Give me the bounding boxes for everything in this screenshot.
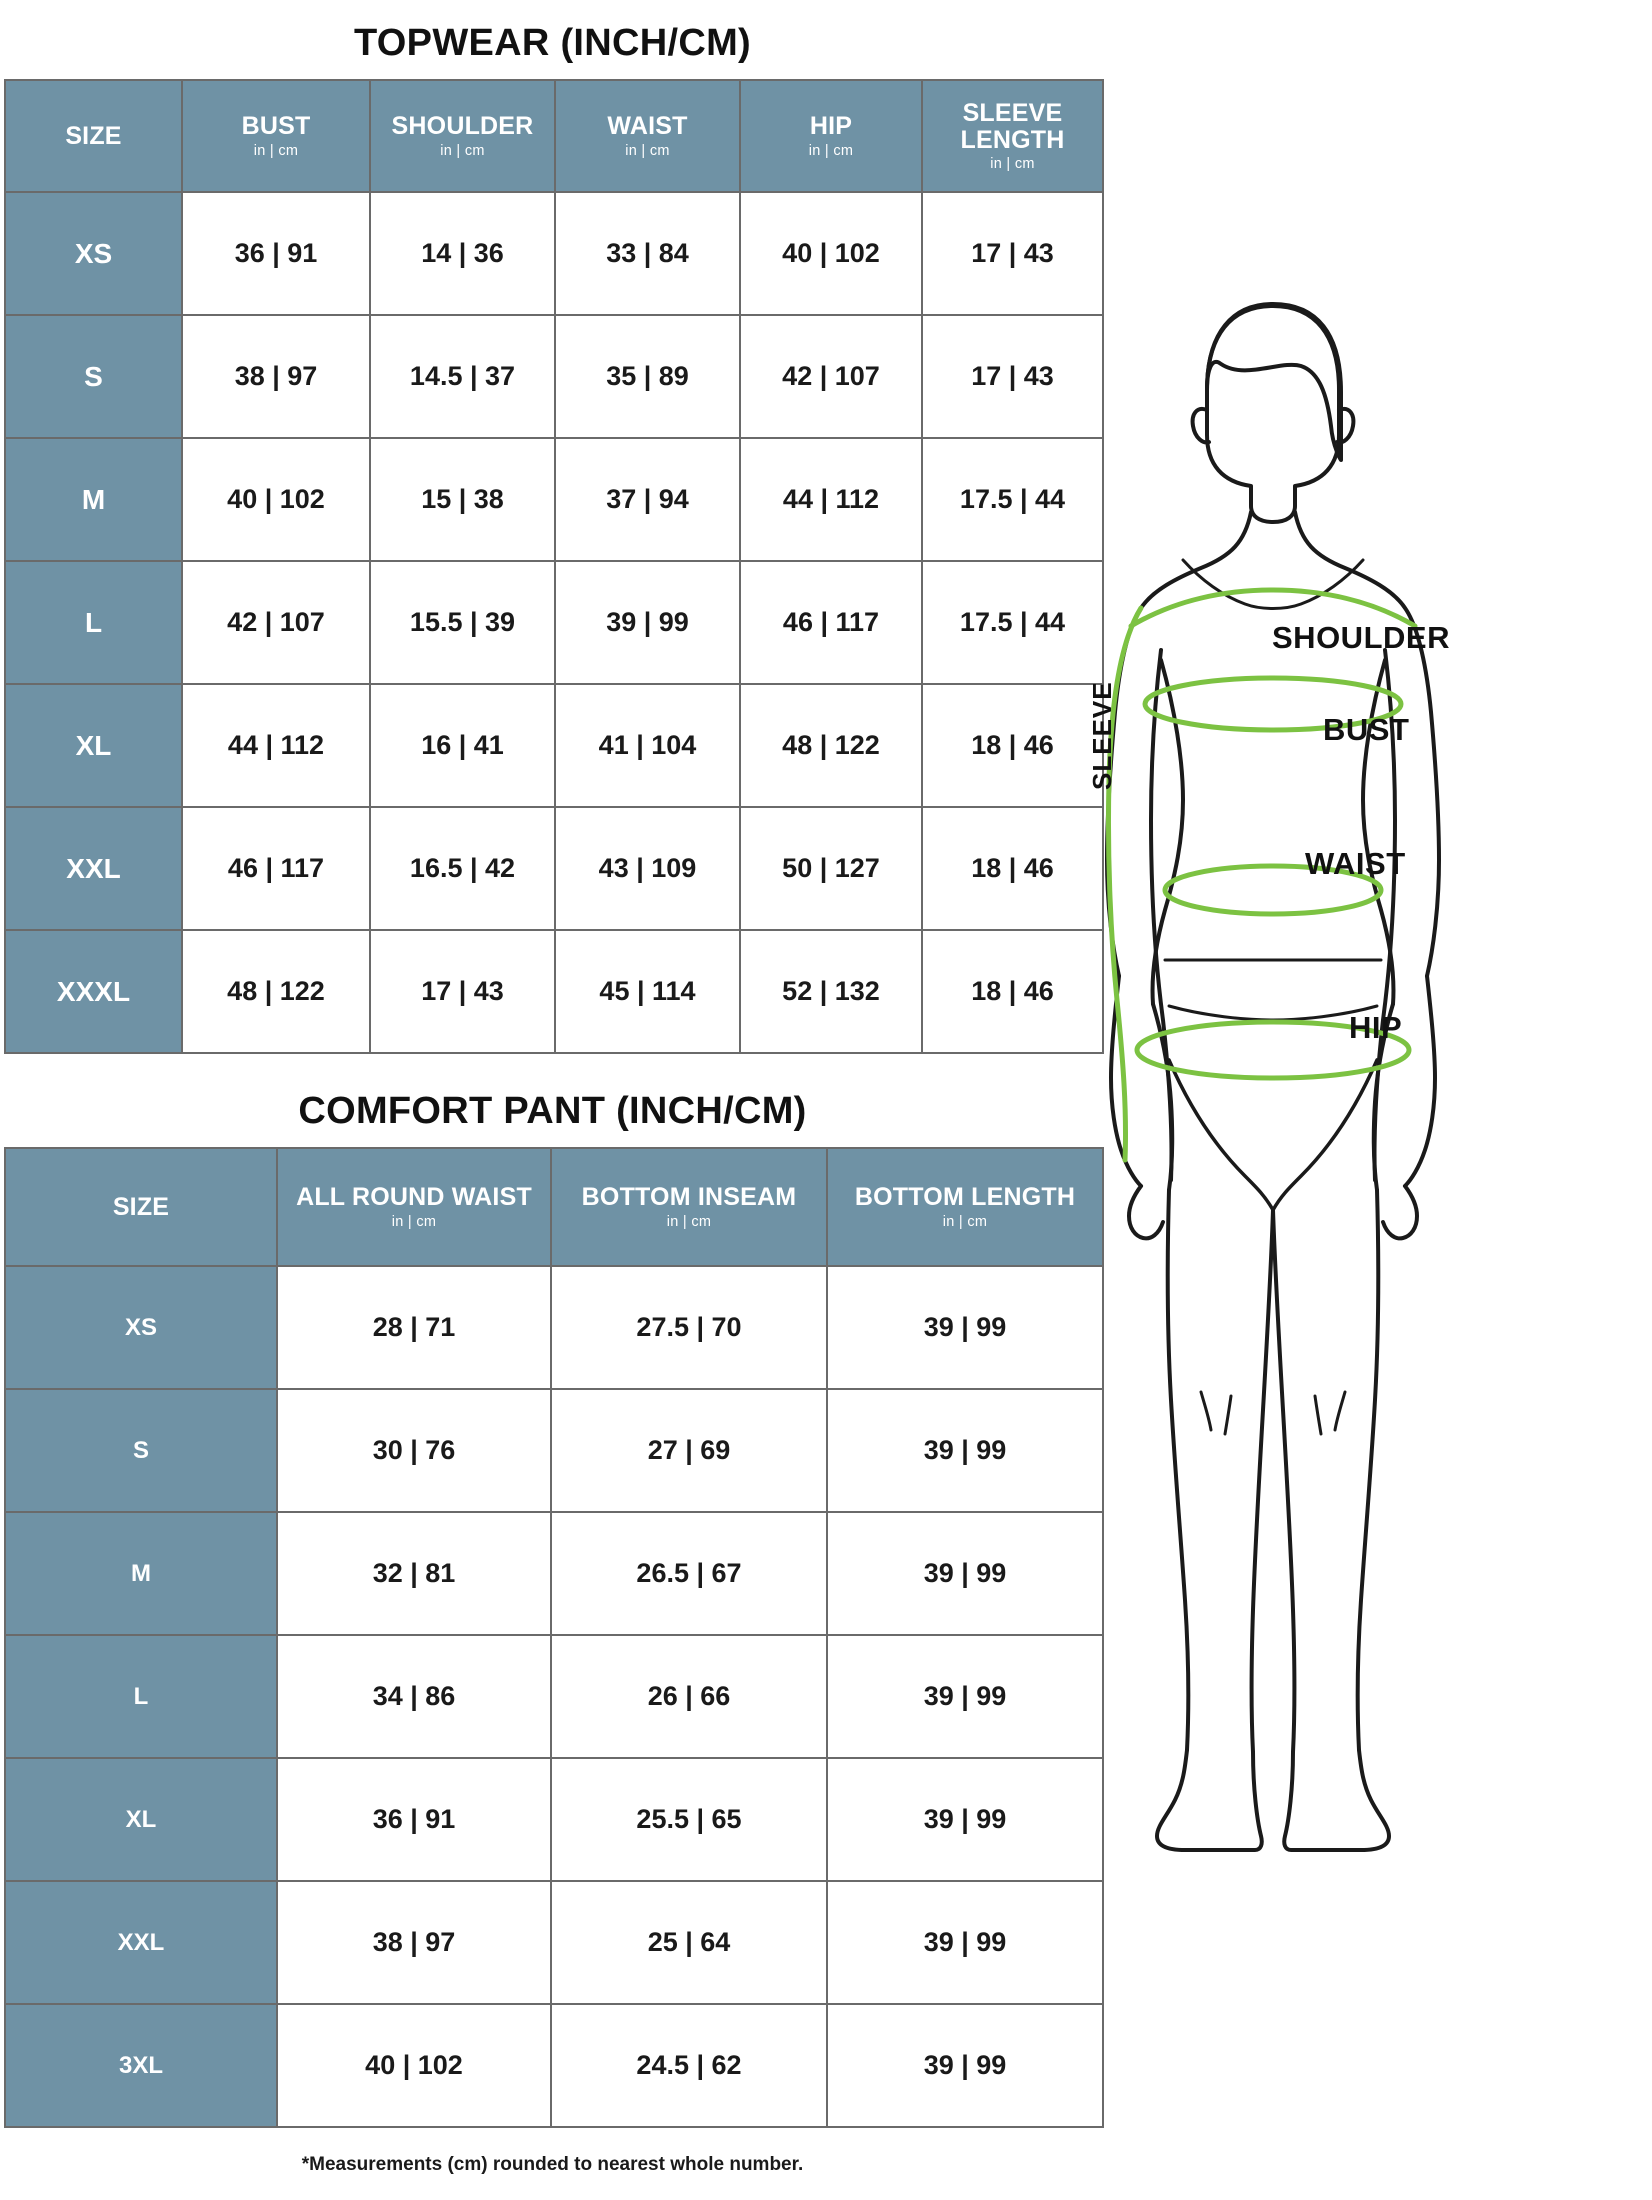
pant-header-all-round-waist: ALL ROUND WAIST in | cm (277, 1148, 551, 1266)
table-row (5, 1881, 1103, 2004)
pant-cell: 27 | 69 (551, 1389, 827, 1512)
table-row (5, 1635, 1103, 1758)
table-row (5, 438, 1103, 561)
topwear-cell: 14 | 36 (370, 192, 555, 315)
pant-cell: 39 | 99 (827, 1389, 1103, 1512)
pant-cell: 39 | 99 (827, 2004, 1103, 2127)
pant-cell: 39 | 99 (827, 1758, 1103, 1881)
body-figure (1087, 260, 1652, 1980)
table-row (5, 684, 1103, 807)
pant-header-row (5, 1148, 1103, 1266)
figure-label-hip: HIP (1349, 1010, 1403, 1045)
table-row (5, 1512, 1103, 1635)
table-row (5, 1758, 1103, 1881)
pant-cell: 39 | 99 (827, 1266, 1103, 1389)
topwear-cell: 46 | 117 (182, 807, 370, 930)
topwear-header-row (5, 80, 1103, 192)
topwear-cell: 38 | 97 (182, 315, 370, 438)
topwear-cell: 44 | 112 (740, 438, 922, 561)
pant-size-m: M (5, 1512, 277, 1635)
pant-size-3xl: 3XL (5, 2004, 277, 2127)
topwear-cell: 43 | 109 (555, 807, 740, 930)
topwear-cell: 17.5 | 44 (922, 438, 1103, 561)
topwear-cell: 42 | 107 (740, 315, 922, 438)
topwear-header-sleeve-length: SLEEVE LENGTH in | cm (922, 80, 1103, 192)
topwear-header-waist: WAIST in | cm (555, 80, 740, 192)
topwear-cell: 18 | 46 (922, 684, 1103, 807)
pant-cell: 24.5 | 62 (551, 2004, 827, 2127)
pant-cell: 34 | 86 (277, 1635, 551, 1758)
topwear-size-xxl: XXL (5, 807, 182, 930)
pant-header-bottom-inseam: BOTTOM INSEAM in | cm (551, 1148, 827, 1266)
pant-size-xl: XL (5, 1758, 277, 1881)
pant-cell: 39 | 99 (827, 1881, 1103, 2004)
topwear-cell: 39 | 99 (555, 561, 740, 684)
table-row (5, 1266, 1103, 1389)
figure-label-shoulder: SHOULDER (1272, 620, 1450, 655)
topwear-cell: 40 | 102 (182, 438, 370, 561)
topwear-size-xxxl: XXXL (5, 930, 182, 1053)
topwear-cell: 18 | 46 (922, 807, 1103, 930)
pant-cell: 36 | 91 (277, 1758, 551, 1881)
topwear-cell: 16 | 41 (370, 684, 555, 807)
pant-cell: 25.5 | 65 (551, 1758, 827, 1881)
pant-header-size: SIZE (5, 1148, 277, 1266)
pant-size-xs: XS (5, 1266, 277, 1389)
pant-cell: 25 | 64 (551, 1881, 827, 2004)
table-row (5, 2004, 1103, 2127)
topwear-cell: 16.5 | 42 (370, 807, 555, 930)
pant-cell: 30 | 76 (277, 1389, 551, 1512)
topwear-cell: 36 | 91 (182, 192, 370, 315)
figure-label-bust: BUST (1323, 712, 1410, 747)
figure-label-waist: WAIST (1305, 846, 1406, 881)
table-row (5, 807, 1103, 930)
pant-header-bottom-length: BOTTOM LENGTH in | cm (827, 1148, 1103, 1266)
topwear-cell: 50 | 127 (740, 807, 922, 930)
pant-cell: 26 | 66 (551, 1635, 827, 1758)
topwear-cell: 17.5 | 44 (922, 561, 1103, 684)
pant-cell: 39 | 99 (827, 1635, 1103, 1758)
topwear-cell: 15.5 | 39 (370, 561, 555, 684)
pant-size-l: L (5, 1635, 277, 1758)
topwear-cell: 44 | 112 (182, 684, 370, 807)
topwear-cell: 40 | 102 (740, 192, 922, 315)
topwear-cell: 33 | 84 (555, 192, 740, 315)
topwear-cell: 15 | 38 (370, 438, 555, 561)
table-row (5, 930, 1103, 1053)
topwear-cell: 48 | 122 (182, 930, 370, 1053)
pant-size-s: S (5, 1389, 277, 1512)
topwear-cell: 18 | 46 (922, 930, 1103, 1053)
pant-cell: 40 | 102 (277, 2004, 551, 2127)
pant-cell: 26.5 | 67 (551, 1512, 827, 1635)
topwear-header-size: SIZE (5, 80, 182, 192)
table-row (5, 315, 1103, 438)
footnote: *Measurements (cm) rounded to nearest whole number. (301, 2154, 804, 2175)
pant-cell: 28 | 71 (277, 1266, 551, 1389)
topwear-cell: 14.5 | 37 (370, 315, 555, 438)
topwear-table (4, 79, 1104, 1054)
topwear-cell: 37 | 94 (555, 438, 740, 561)
topwear-size-s: S (5, 315, 182, 438)
topwear-cell: 46 | 117 (740, 561, 922, 684)
pant-title: COMFORT PANT (INCH/CM) (298, 1090, 807, 1132)
pant-cell: 38 | 97 (277, 1881, 551, 2004)
topwear-size-l: L (5, 561, 182, 684)
topwear-size-xs: XS (5, 192, 182, 315)
table-row (5, 192, 1103, 315)
topwear-size-xl: XL (5, 684, 182, 807)
topwear-header-hip: HIP in | cm (740, 80, 922, 192)
female-body-outline-icon (1105, 260, 1652, 1980)
pant-cell: 39 | 99 (827, 1512, 1103, 1635)
pant-table (4, 1147, 1104, 2128)
pant-cell: 32 | 81 (277, 1512, 551, 1635)
topwear-cell: 48 | 122 (740, 684, 922, 807)
topwear-cell: 17 | 43 (370, 930, 555, 1053)
topwear-cell: 45 | 114 (555, 930, 740, 1053)
table-row (5, 561, 1103, 684)
topwear-size-m: M (5, 438, 182, 561)
topwear-header-shoulder: SHOULDER in | cm (370, 80, 555, 192)
topwear-cell: 17 | 43 (922, 192, 1103, 315)
topwear-cell: 17 | 43 (922, 315, 1103, 438)
topwear-title: TOPWEAR (INCH/CM) (353, 22, 752, 64)
topwear-cell: 41 | 104 (555, 684, 740, 807)
table-row (5, 1389, 1103, 1512)
topwear-cell: 52 | 132 (740, 930, 922, 1053)
figure-label-sleeve: SLEEVE (1087, 681, 1117, 790)
topwear-header-bust: BUST in | cm (182, 80, 370, 192)
pant-cell: 27.5 | 70 (551, 1266, 827, 1389)
pant-size-xxl: XXL (5, 1881, 277, 2004)
topwear-cell: 35 | 89 (555, 315, 740, 438)
topwear-cell: 42 | 107 (182, 561, 370, 684)
